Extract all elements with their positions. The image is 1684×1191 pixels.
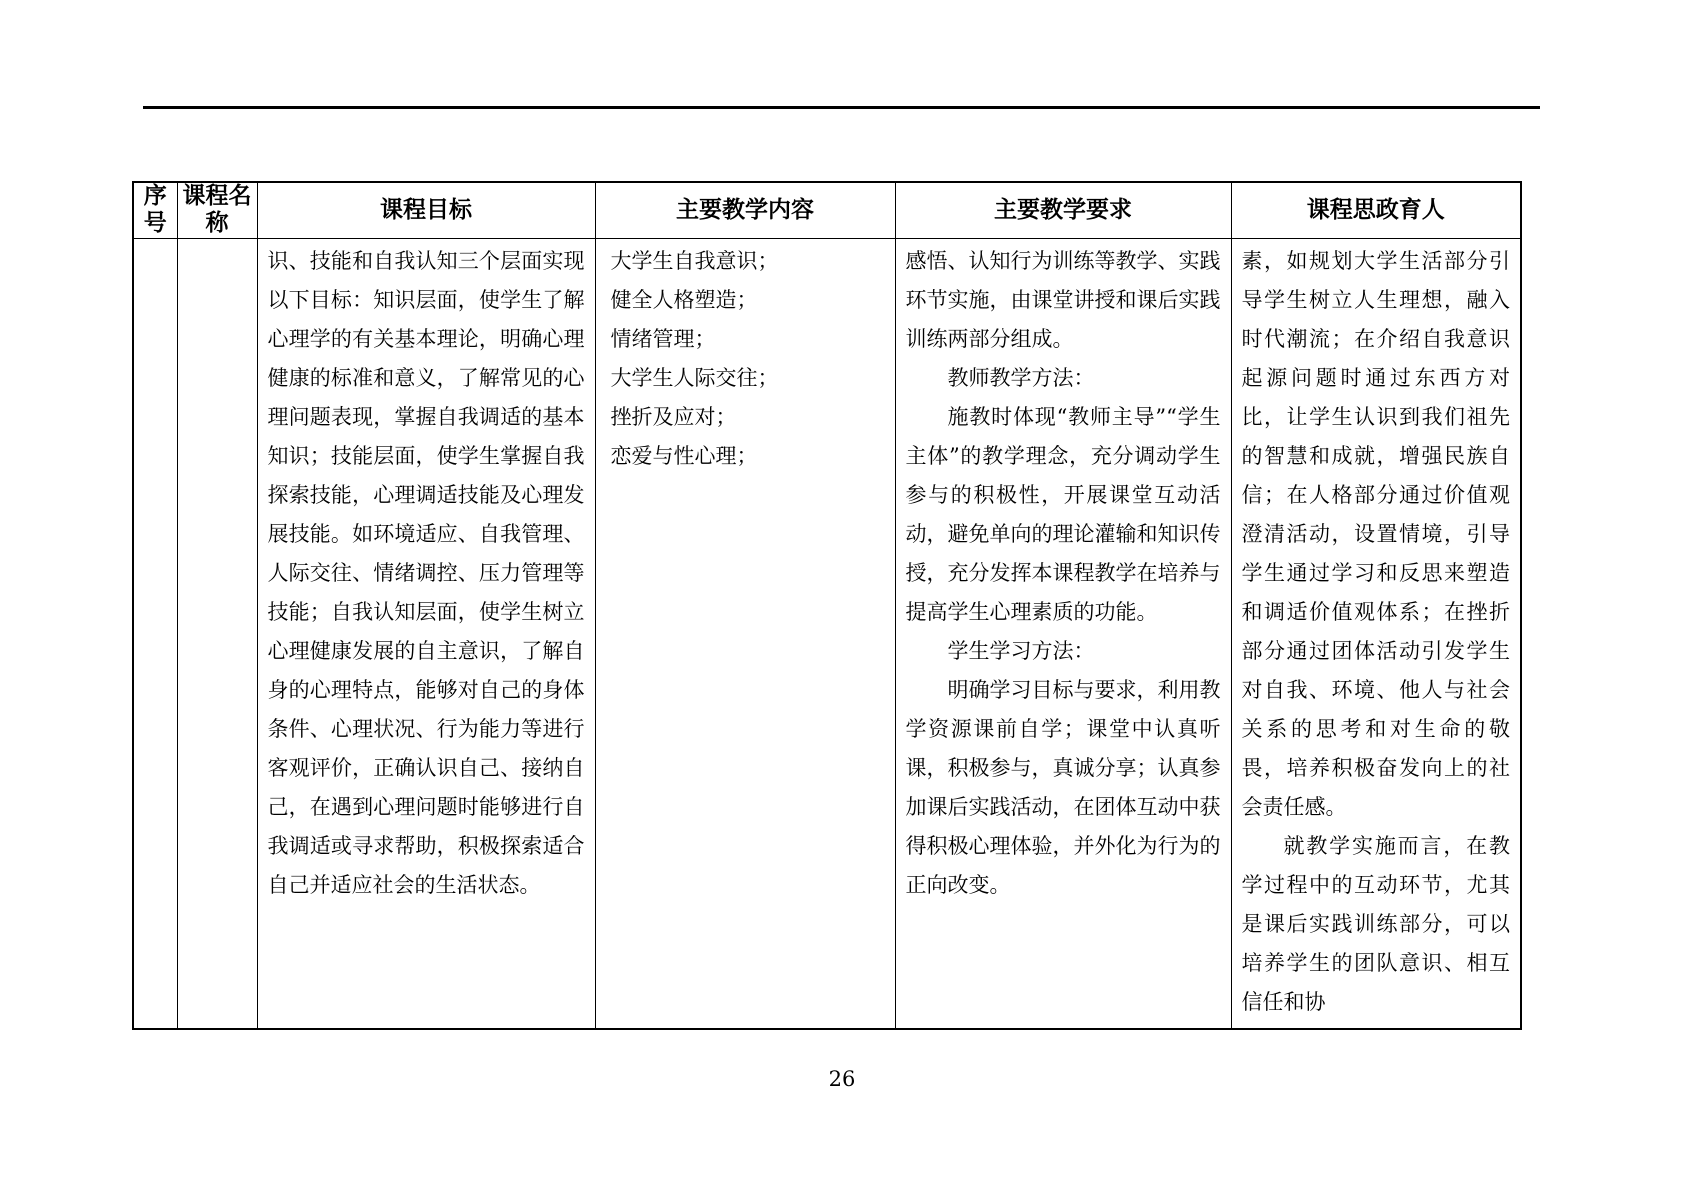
header-ideology-education: 课程思政育人 xyxy=(1231,182,1521,238)
paragraph: 明确学习目标与要求，利用教学资源课前自学；课堂中认真听课，积极参与，真诚分享；认真参加课后实践活动，在团体互动中获得积极心理体验，并外化为行为的正向改变。 xyxy=(905,677,1221,897)
paragraph: 恋爱与性心理； xyxy=(610,443,758,468)
paragraph: 情绪管理； xyxy=(610,326,716,351)
paragraph: 识、技能和自我认知三个层面实现以下目标：知识层面，使学生了解心理学的有关基本理论，明确心理健康的标准和意义，了解常见的心理问题表现，掌握自我调适的基本知识；技能层面，使学生掌握自我探索技能，心理调适技能及心理发展技能。如环境适应、自我管理、人际交往、情绪调控、压力管理等技能；自我认知层面，使学生树立心理健康发展的自主意识，了解自身的心理特点，能够对自己的身体条件、心理状况、行为能力等进行客观评价，正确认识自己、接纳自己，在遇到心理问题时能够进行自我调适或寻求帮助，积极探索适合自己并适应社会的生活状态。 xyxy=(267,248,585,897)
cell-course-objectives xyxy=(257,238,595,1029)
course-syllabus-table xyxy=(132,181,1522,1030)
header-teaching-requirements: 主要教学要求 xyxy=(895,182,1231,238)
paragraph: 施教时体现“教师主导”“学生主体”的教学理念，充分调动学生参与的积极性，开展课堂互动活动，避免单向的理论灌输和知识传授，充分发挥本课程教学在培养与提高学生心理素质的功能。 xyxy=(905,404,1221,624)
paragraph: 健全人格塑造； xyxy=(610,287,758,312)
paragraph: 教师教学方法： xyxy=(947,365,1095,390)
cell-serial-number xyxy=(133,238,177,1029)
paragraph: 素，如规划大学生活部分引导学生树立人生理想，融入时代潮流；在介绍自我意识起源问题时通过东西方对比，让学生认识到我们祖先的智慧和成就，增强民族自信；在人格部分通过价值观澄清活动，设置情境，引导学生通过学习和反思来塑造和调适价值观体系；在挫折部分通过团体活动引发学生对自我、环境、他人与社会关系的思考和对生命的敬畏，培养积极奋发向上的社会责任感。 xyxy=(1241,248,1510,819)
table-row xyxy=(133,238,1521,1029)
paragraph: 学生学习方法： xyxy=(947,638,1095,663)
header-teaching-content: 主要教学内容 xyxy=(595,182,895,238)
cell-ideology-education xyxy=(1231,238,1521,1029)
page-header-rule xyxy=(143,106,1540,109)
table-header-row xyxy=(133,182,1521,238)
cell-teaching-content xyxy=(595,238,895,1029)
paragraph: 大学生自我意识； xyxy=(610,248,779,273)
header-serial-number: 序号 xyxy=(133,182,177,238)
header-course-name: 课程名称 xyxy=(177,182,257,238)
paragraph: 感悟、认知行为训练等教学、实践环节实施，由课堂讲授和课后实践训练两部分组成。 xyxy=(905,248,1221,351)
paragraph: 大学生人际交往； xyxy=(610,365,779,390)
paragraph: 挫折及应对； xyxy=(610,404,737,429)
header-course-objectives: 课程目标 xyxy=(257,182,595,238)
paragraph: 就教学实施而言，在教学过程中的互动环节，尤其是课后实践训练部分，可以培养学生的团队意识、相互信任和协 xyxy=(1241,833,1510,1014)
cell-course-name xyxy=(177,238,257,1029)
page-number: 26 xyxy=(828,1067,856,1091)
cell-teaching-requirements xyxy=(895,238,1231,1029)
